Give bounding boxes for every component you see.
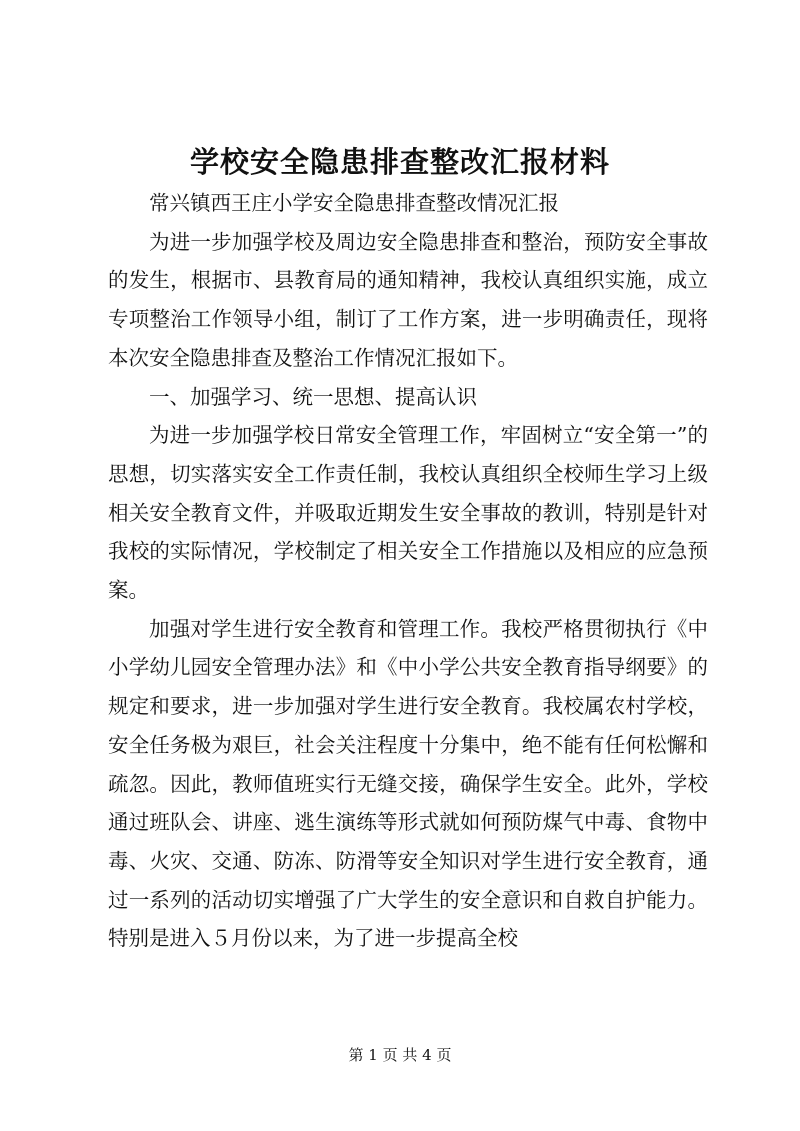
paragraph-section-1: 为进一步加强学校日常安全管理工作，牢固树立“安全第一”的思想，切实落实安全工作责任制，我校认真组织全校师生学习上级相关安全教育文件，并吸取近期发生安全事故的教训，特别是针对我校的实际情况，学校制定了相关安全工作措施以及相应的应急预案。 bbox=[108, 423, 708, 603]
document-body bbox=[108, 184, 708, 958]
paragraph-subtitle: 常兴镇西王庄小学安全隐患排查整改情况汇报 bbox=[149, 191, 559, 215]
paragraph-intro: 为进一步加强学校及周边安全隐患排查和整治，预防安全事故的发生，根据市、县教育局的通知精神，我校认真组织实施，成立专项整治工作领导小组，制订了工作方案，进一步明确责任，现将本次安全隐患排查及整治工作情况汇报如下。 bbox=[108, 229, 708, 370]
paragraph-safety-education: 加强对学生进行安全教育和管理工作。我校严格贯彻执行《中小学幼儿园安全管理办法》和《中小学公共安全教育指导纲要》的规定和要求，进一步加强对学生进行安全教育。我校属农村学校，安全任务极为艰巨，社会关注程度十分集中，绝不能有任何松懈和疏忽。因此，教师值班实行无缝交接，确保学生安全。此外，学校通过班队会、讲座、逃生演练等形式就如何预防煤气中毒、食物中毒、火灾、交通、防冻、防滑等安全知识对学生进行安全教育，通过一系列的活动切实增强了广大学生的安全意识和自救自护能力。特别是进入５月份以来，为了进一步提高全校 bbox=[108, 616, 708, 951]
document-title: 学校安全隐患排查整改汇报材料 bbox=[189, 145, 610, 179]
page-footer: 第 1 页 共 4 页 bbox=[348, 1046, 452, 1064]
section-heading-1: 一、加强学习、统一思想、提高认识 bbox=[149, 384, 477, 409]
